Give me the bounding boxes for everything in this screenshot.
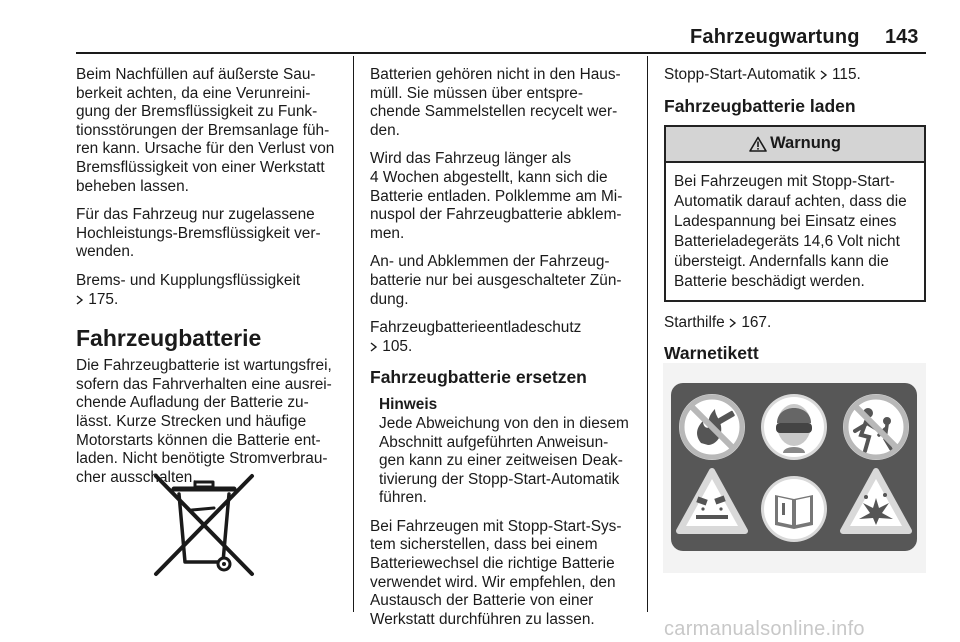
page-reference[interactable]: 175. <box>76 291 348 310</box>
subsection-title: Fahrzeugbatterie ersetzen <box>370 367 587 388</box>
page-reference[interactable]: 105. <box>370 338 640 357</box>
column-divider-1 <box>353 56 354 612</box>
page-number: 143 <box>885 26 919 48</box>
paragraph: An- und Abklemmen der Fahrzeug- batterie nur bei ausgeschalteter Zün- dung. <box>370 253 622 308</box>
eye-protection-icon <box>761 394 827 460</box>
subsection-title: Warnetikett <box>664 343 759 364</box>
paragraph: Fahrzeugbatterieentladeschutz 105. <box>370 319 640 356</box>
note-title: Hinweis <box>379 396 438 414</box>
warning-body: Bei Fahrzeugen mit Stopp-Start- Automatik darauf achten, dass die Ladespannung bei Einsatz eines Batterieladegeräts 14,6 Volt nicht übersteigt. Andernfalls kann die Batterie beschädigt werden. <box>674 172 907 290</box>
arrow-right-icon <box>729 318 737 328</box>
arrow-right-icon <box>820 70 828 80</box>
column-divider-2 <box>647 56 648 612</box>
crossed-out-bin-icon <box>148 472 260 582</box>
warning-title: Warnung <box>770 134 841 153</box>
warning-header <box>666 127 924 163</box>
header-rule <box>76 52 926 54</box>
warning-triangle-icon <box>749 136 767 152</box>
keep-children-away-icon <box>843 394 909 460</box>
no-fire-icon <box>679 394 745 460</box>
arrow-right-icon <box>76 295 84 305</box>
subsection-title: Fahrzeugbatterie laden <box>664 95 856 116</box>
warning-box <box>664 125 926 302</box>
watermark: carmanualsonline.info <box>664 618 865 640</box>
section-title: Fahrzeugbatterie <box>76 325 262 352</box>
column-3 <box>664 66 926 372</box>
page-reference[interactable]: Starthilfe 167. <box>664 313 772 331</box>
paragraph: Brems- und Kupplungsflüssigkeit 175. <box>76 272 348 309</box>
paragraph: Für das Fahrzeug nur zugelassene Hochleistungs-Bremsflüssigkeit ver- wenden. <box>76 206 321 261</box>
paragraph: Wird das Fahrzeug länger als 4 Wochen abgestellt, kann sich die Batterie entladen. Polklemme am Mi- nuspol der Fahrzeugbatterie abklem- men. <box>370 150 623 242</box>
arrow-right-icon <box>370 342 378 352</box>
page-reference[interactable]: Stopp-Start-Automatik 115. <box>664 66 861 83</box>
read-manual-icon <box>761 476 827 542</box>
paragraph: Beim Nachfüllen auf äußerste Sau- berkeit achten, da eine Verunreini- gung der Bremsflüssigkeit zu Funk- tionsstörungen der Bremsanlage füh- ren kann. Ursache für den Verlust von Bremsflüssigkeit von einer Werkstatt beheben lassen. <box>76 66 335 195</box>
column-2 <box>370 66 640 639</box>
battery-warning-label-image <box>663 363 926 573</box>
column-1 <box>76 66 348 497</box>
paragraph: Die Fahrzeugbatterie ist wartungsfrei, sofern das Fahrverhalten eine ausrei- chende Aufladung der Batterie zu- lässt. Kurze Strecken und häufige Motorstarts können die Batterie ent- laden. Nicht benötigte Stromverbrau- cher ausschalten. <box>76 357 332 486</box>
paragraph: Bei Fahrzeugen mit Stopp-Start-Sys- tem sicherstellen, dass bei einem Batteriewechsel die richtige Batterie verwendet wird. Wir empfehlen, den Austausch der Batterie von einer Werkstatt durchführen zu lassen. <box>370 517 622 628</box>
page-header-title: Fahrzeugwartung <box>690 26 860 48</box>
note-box: Hinweis Jede Abweichung von den in diesem Abschnitt aufgeführten Anweisun- gen kann zu einer zeitweisen Deak- tivierung der Stopp-Start-Automatik führen. <box>379 396 640 508</box>
paragraph: Batterien gehören nicht in den Haus- müll. Sie müssen über entspre- chende Sammelstellen recycelt wer- den. <box>370 66 621 139</box>
